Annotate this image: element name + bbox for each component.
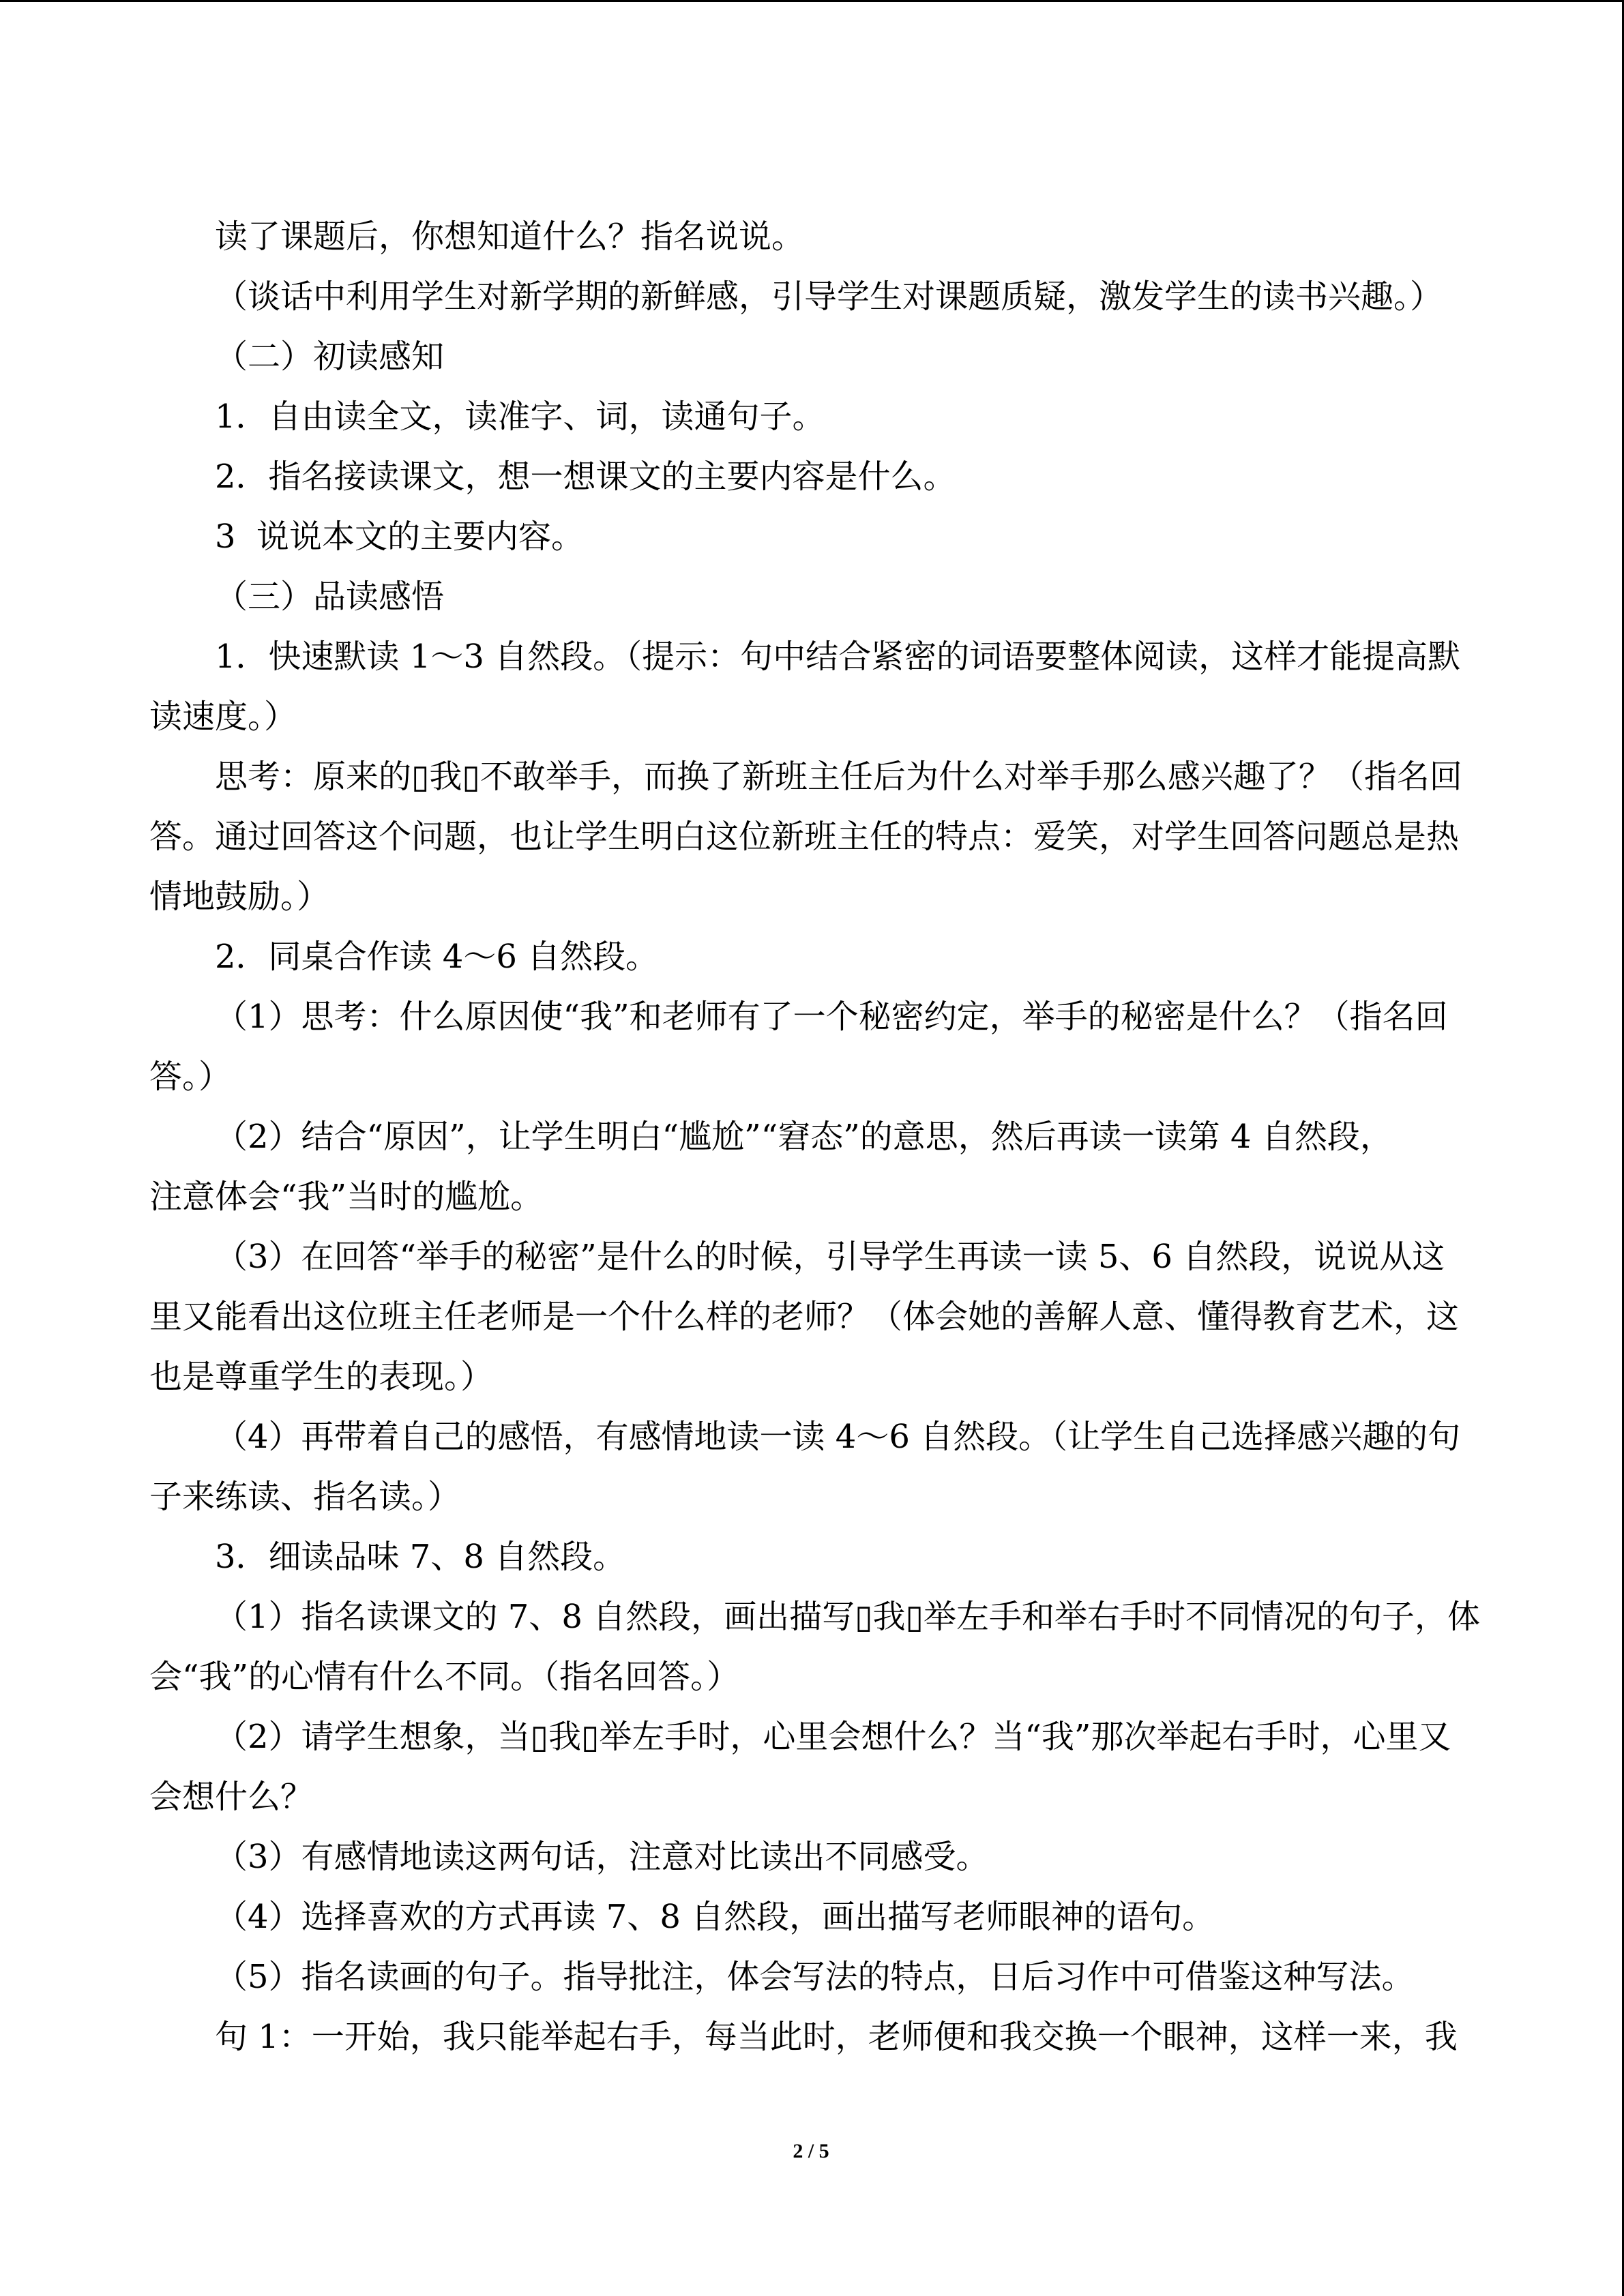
text-line: 会“我”的心情有什么不同。（指名回答。） — [149, 1658, 740, 1696]
paragraph — [149, 627, 1466, 747]
text-line: 情地鼓励。） — [149, 878, 330, 916]
paragraph — [149, 1947, 1466, 2007]
text-line: （谈话中利用学生对新学期的新鲜感，引导学生对课题质疑，激发学生的读书兴趣。） — [215, 278, 1443, 316]
text-line: （3）在回答“举手的秘密”是什么的时候，引导学生再读一读 5、6 自然段，说说从这 — [215, 1238, 1445, 1276]
text-line: （2）请学生想象，当▯我▯举左手时，心里会想什么？当“我”那次举起右手时，心里又 — [215, 1718, 1451, 1756]
section-heading — [149, 567, 1466, 627]
document-body — [149, 207, 1480, 2067]
text-line: 3 说说本文的主要内容。 — [215, 518, 585, 556]
paragraph — [149, 267, 1466, 327]
text-line: （三）品读感悟 — [215, 578, 445, 616]
text-line: 会想什么？ — [149, 1778, 314, 1816]
text-line: （2）结合“原因”，让学生明白“尴尬”“窘态”的意思，然后再读一读第 4 自然段， — [215, 1118, 1393, 1156]
text-line: （4）再带着自己的感悟，有感情地读一读 4～6 自然段。（让学生自己选择感兴趣的句 — [215, 1418, 1461, 1456]
paragraph — [149, 747, 1466, 927]
paragraph — [149, 387, 1466, 447]
text-line: 3．细读品味 7、8 自然段。 — [215, 1538, 626, 1576]
paragraph — [149, 1407, 1466, 1527]
text-line: 也是尊重学生的表现。） — [149, 1358, 494, 1396]
text-line: 句 1：一开始，我只能举起右手，每当此时，老师便和我交换一个眼神，这样一来，我 — [215, 2018, 1458, 2056]
text-line: 1．自由读全文，读准字、词，读通句子。 — [215, 398, 825, 436]
text-line: 里又能看出这位班主任老师是一个什么样的老师？（体会她的善解人意、懂得教育艺术，这 — [149, 1298, 1460, 1336]
paragraph — [149, 207, 1466, 267]
paragraph — [149, 1107, 1466, 1227]
paragraph — [149, 2007, 1466, 2067]
text-line: （1）思考：什么原因使“我”和老师有了一个秘密约定，举手的秘密是什么？（指名回 — [215, 998, 1448, 1036]
paragraph — [149, 987, 1466, 1107]
text-line: 读速度。） — [149, 698, 297, 736]
text-line: 1．快速默读 1～3 自然段。（提示：句中结合紧密的词语要整体阅读，这样才能提高默 — [215, 638, 1461, 676]
text-line: 2．同桌合作读 4～6 自然段。 — [215, 938, 659, 976]
text-line: （二）初读感知 — [215, 338, 445, 376]
text-line: （4）选择喜欢的方式再读 7、8 自然段，画出描写老师眼神的语句。 — [215, 1898, 1215, 1936]
text-line: 注意体会“我”当时的尴尬。 — [149, 1178, 544, 1216]
text-line: （1）指名读课文的 7、8 自然段，画出描写▯我▯举左手和举右手时不同情况的句子，体 — [215, 1598, 1480, 1636]
text-line: 2．指名接读课文，想一想课文的主要内容是什么。 — [215, 458, 956, 496]
text-line: 思考：原来的▯我▯不敢举手，而换了新班主任后为什么对举手那么感兴趣了？（指名回 — [215, 758, 1462, 796]
text-line: 答。通过回答这个问题，也让学生明白这位新班主任的特点：爱笑，对学生回答问题总是热 — [149, 818, 1460, 856]
paragraph — [149, 447, 1466, 507]
paragraph — [149, 1587, 1480, 1707]
paragraph — [149, 507, 1466, 567]
paragraph — [149, 927, 1466, 987]
text-line: （5）指名读画的句子。指导批注，体会写法的特点，日后习作中可借鉴这种写法。 — [215, 1958, 1415, 1996]
paragraph — [149, 1827, 1466, 1887]
section-heading — [149, 327, 1466, 387]
text-line: 子来练读、指名读。） — [149, 1478, 461, 1516]
paragraph — [149, 1887, 1466, 1947]
paragraph — [149, 1227, 1466, 1407]
paragraph — [149, 1527, 1466, 1587]
paragraph — [149, 1707, 1466, 1827]
page-number: 2 / 5 — [793, 2140, 829, 2162]
text-line: 答。） — [149, 1058, 232, 1096]
text-line: 读了课题后，你想知道什么？指名说说。 — [215, 218, 805, 256]
text-line: （3）有感情地读这两句话，注意对比读出不同感受。 — [215, 1838, 989, 1876]
